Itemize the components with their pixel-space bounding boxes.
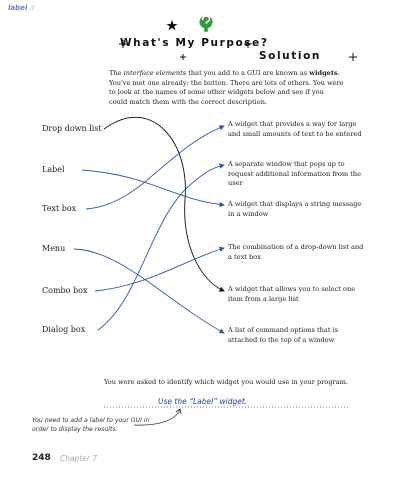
widget-label: Label <box>42 165 65 174</box>
description-command-options: A list of command options that is attached to the top of a window <box>228 326 339 344</box>
description-string-message: A widget that displays a string message in a window <box>228 200 362 218</box>
widget-dialog-box: Dialog box <box>42 325 86 334</box>
page-number: 248 <box>32 453 51 463</box>
intro-paragraph: The interface elements that you add to a GUI are known as widgets. You've met one already: the button. There are lots of others. You were to look at the names of some other widgets below and see if you could match them with the correct description. <box>109 69 344 106</box>
widget-combo-box: Combo box <box>42 286 88 295</box>
running-header-section: label <box>8 4 28 12</box>
chapter-label: Chapter 7 <box>60 454 98 463</box>
widget-text-box: Text box <box>42 204 77 213</box>
widget-menu: Menu <box>42 244 66 253</box>
match-line-dialog-box <box>98 165 224 330</box>
description-combination: The combination of a drop-down list and a text box <box>228 243 364 261</box>
running-header-suffix: it <box>29 4 35 12</box>
handwritten-note: You need to add a label to your GUI in order to display the results. <box>32 417 150 433</box>
description-separate-window: A separate window that pops up to request additional information from the user <box>228 160 362 188</box>
page-subtitle: Solution <box>259 50 321 62</box>
match-line-text-box <box>86 126 224 209</box>
question-text: You were asked to identify which widget you would use in your program. <box>104 378 348 386</box>
description-select-one-item: A widget that allows you to select one item from a large list <box>228 285 356 303</box>
widget-drop-down-list: Drop down list <box>42 124 102 133</box>
page-title: What's My Purpose? <box>120 37 269 49</box>
match-line-combo-box <box>95 248 224 291</box>
description-text-entry: A widget that provides a way for large and small amounts of text to be entered <box>228 120 362 138</box>
handwritten-answer: Use the “Label” widget. <box>158 397 248 406</box>
